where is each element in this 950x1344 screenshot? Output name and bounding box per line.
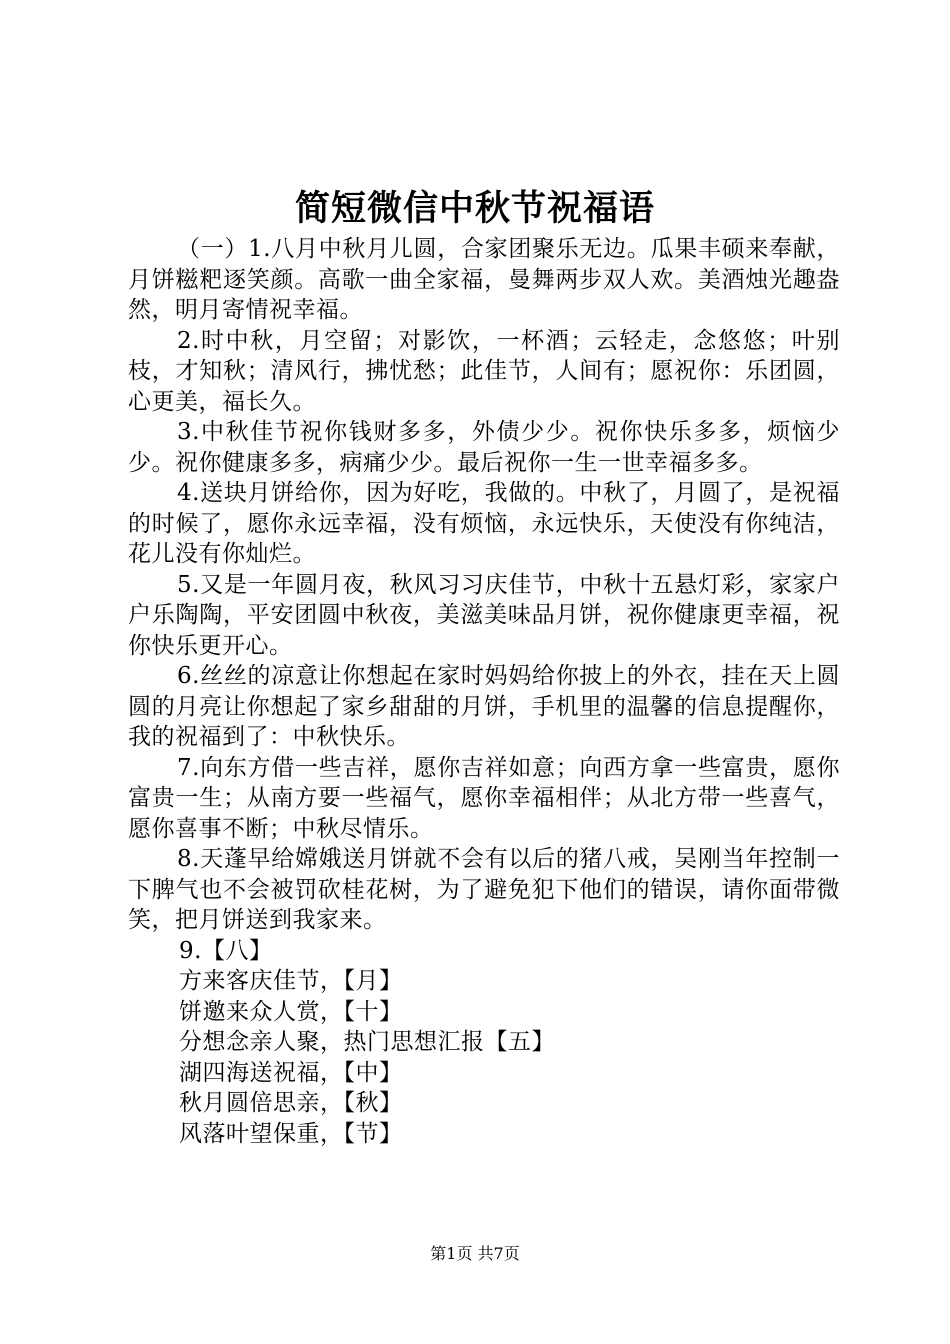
verse-line-6: 秋月圆倍思亲，【秋】 bbox=[179, 1090, 403, 1116]
paragraph-1: （一）1.八月中秋月儿圆，合家团聚乐无边。瓜果丰硕来奉献，月饼糍粑逐笑颜。高歌一曲全家福，曼舞两步双人欢。美酒烛光趣盎然，明月寄情祝幸福。 bbox=[128, 236, 840, 323]
verse-line-2: 方来客庆佳节，【月】 bbox=[179, 968, 403, 994]
paragraph-6: 6.丝丝的凉意让你想起在家时妈妈给你披上的外衣，挂在天上圆圆的月亮让你想起了家乡甜甜的月饼，手机里的温馨的信息提醒你，我的祝福到了：中秋快乐。 bbox=[128, 663, 840, 750]
verse-line-4: 分想念亲人聚，热门思想汇报【五】 bbox=[179, 1029, 555, 1055]
paragraph-3: 3.中秋佳节祝你钱财多多，外债少少。祝你快乐多多，烦恼少少。祝你健康多多，病痛少少。最后祝你一生一世幸福多多。 bbox=[128, 419, 840, 476]
verse-line-5: 湖四海送祝福，【中】 bbox=[179, 1059, 403, 1086]
document-body bbox=[128, 234, 840, 1149]
verse-line-3: 饼邀来众人赏，【十】 bbox=[179, 998, 403, 1025]
verse-line-1: 9.【八】 bbox=[179, 937, 273, 964]
paragraph-8: 8.天蓬早给嫦娥送月饼就不会有以后的猪八戒，吴刚当年控制一下脾气也不会被罚砍桂花树，为了避免犯下他们的错误，请你面带微笑，把月饼送到我家来。 bbox=[128, 846, 840, 933]
paragraph-4: 4.送块月饼给你，因为好吃，我做的。中秋了，月圆了，是祝福的时候了，愿你永远幸福，没有烦恼，永远快乐，天使没有你纯洁，花儿没有你灿烂。 bbox=[128, 480, 840, 567]
verse-line-7: 风落叶望保重，【节】 bbox=[179, 1120, 403, 1147]
paragraph-7: 7.向东方借一些吉祥，愿你吉祥如意；向西方拿一些富贵，愿你富贵一生；从南方要一些福气，愿你幸福相伴；从北方带一些喜气，愿你喜事不断；中秋尽情乐。 bbox=[128, 754, 840, 842]
paragraph-2: 2.时中秋，月空留；对影饮，一杯酒；云轻走，念悠悠；叶别枝，才知秋；清风行，拂忧愁；此佳节，人间有；愿祝你：乐团圆，心更美，福长久。 bbox=[128, 327, 840, 415]
page-number-footer: 第1页 共7页 bbox=[430, 1244, 520, 1263]
paragraph-5: 5.又是一年圆月夜，秋风习习庆佳节，中秋十五悬灯彩，家家户户乐陶陶，平安团圆中秋夜，美滋美味品月饼，祝你健康更幸福，祝你快乐更开心。 bbox=[128, 571, 840, 659]
document-title: 简短微信中秋节祝福语 bbox=[294, 188, 655, 229]
